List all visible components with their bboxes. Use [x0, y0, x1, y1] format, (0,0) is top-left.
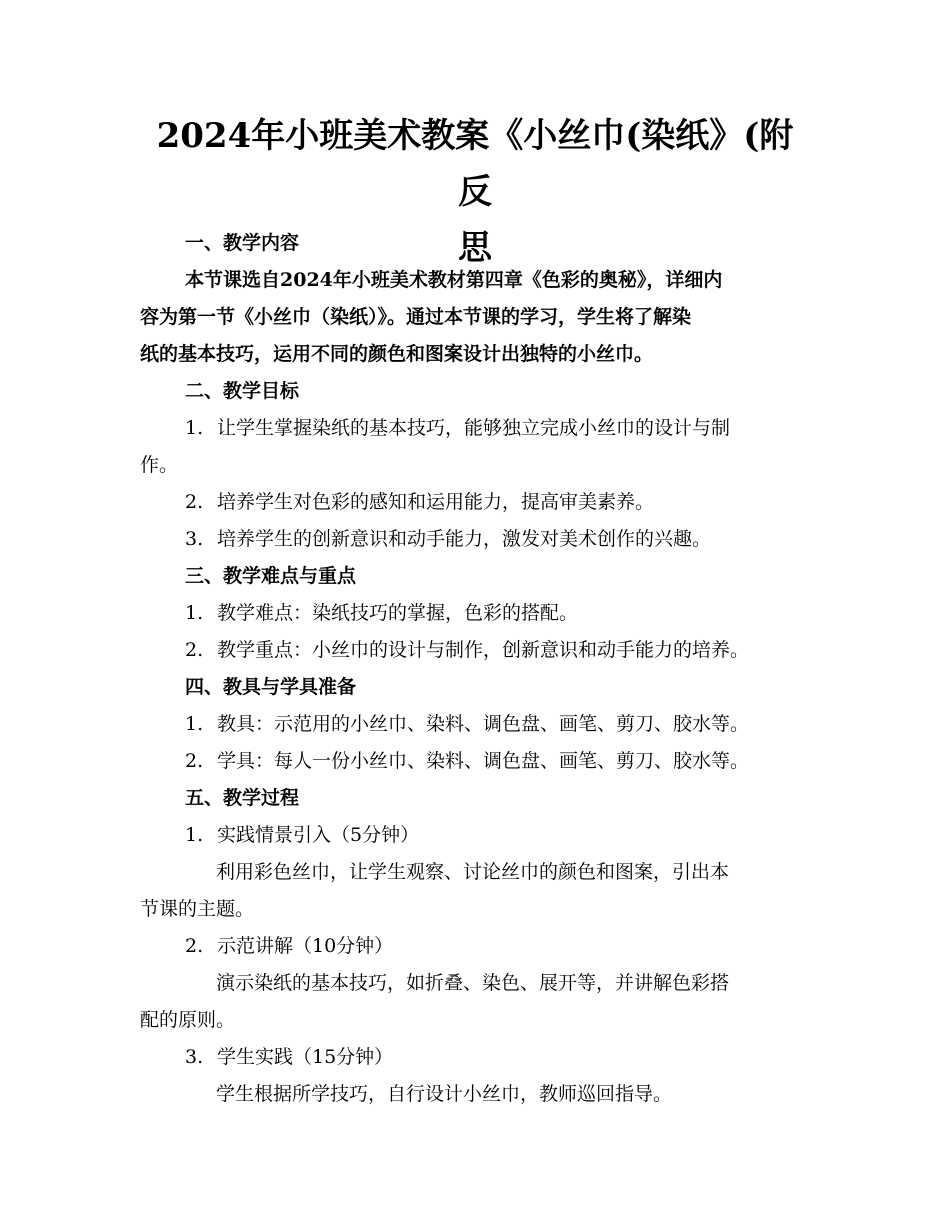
list-number: 1.: [185, 417, 204, 439]
list-item: [185, 711, 810, 737]
paragraph-line: 节课的主题。: [140, 898, 255, 920]
list-text: 培养学生对色彩的感知和运用能力，提高审美素养。: [217, 491, 655, 513]
list-text: 学具：每人一份小丝巾、染料、调色盘、画笔、剪刀、胶水等。: [217, 750, 750, 772]
list-item: [185, 748, 810, 774]
list-number: 1.: [185, 713, 204, 735]
list-item: [185, 637, 810, 663]
list-text: 让学生掌握染纸的基本技巧，能够独立完成小丝巾的设计与制: [217, 417, 731, 439]
paragraph-line: 本节课选自2024年小班美术教材第四章《色彩的奥秘》，详细内: [185, 269, 723, 291]
title-line-2: 思: [458, 228, 492, 268]
list-item-continuation: 作。: [140, 454, 179, 476]
paragraph-line: 利用彩色丝巾，让学生观察、讨论丝巾的颜色和图案，引出本: [216, 861, 730, 883]
list-item: [185, 1044, 810, 1070]
list-text: 培养学生的创新意识和动手能力，激发对美术创作的兴趣。: [217, 528, 712, 550]
list-number: 2.: [185, 639, 204, 661]
title-line-1: 2024年小班美术教案《小丝巾(染纸》(附反: [156, 116, 794, 212]
section-heading-materials: 四、教具与学具准备: [185, 676, 357, 698]
paragraph-line: 学生根据所学技巧，自行设计小丝巾，教师巡回指导。: [216, 1083, 673, 1105]
list-text: 教具：示范用的小丝巾、染料、调色盘、画笔、剪刀、胶水等。: [217, 713, 750, 735]
list-number: 1.: [185, 824, 204, 846]
paragraph-line: 容为第一节《小丝巾（染纸）》。通过本节课的学习，学生将了解染: [140, 306, 692, 328]
list-number: 3.: [185, 1046, 204, 1068]
list-item: [185, 415, 810, 441]
list-item: [185, 600, 810, 626]
section-heading-content: 一、教学内容: [185, 232, 300, 254]
list-number: 2.: [185, 491, 204, 513]
paragraph-line: 配的原则。: [140, 1009, 236, 1031]
list-number: 2.: [185, 750, 204, 772]
list-text: 教学难点：染纸技巧的掌握，色彩的搭配。: [217, 602, 579, 624]
list-number: 1.: [185, 602, 204, 624]
list-text: 学生实践（15分钟）: [217, 1046, 394, 1068]
list-number: 3.: [185, 528, 204, 550]
section-heading-key-points: 三、教学难点与重点: [185, 565, 357, 587]
list-number: 2.: [185, 935, 204, 957]
list-text: 实践情景引入（5分钟）: [217, 824, 420, 846]
list-item: [185, 526, 810, 552]
list-item: [185, 822, 810, 848]
list-item: [185, 933, 810, 959]
list-text: 教学重点：小丝巾的设计与制作，创新意识和动手能力的培养。: [217, 639, 750, 661]
list-text: 示范讲解（10分钟）: [217, 935, 394, 957]
paragraph-line: 纸的基本技巧，运用不同的颜色和图案设计出独特的小丝巾。: [140, 343, 654, 365]
section-heading-objectives: 二、教学目标: [185, 380, 300, 402]
section-heading-process: 五、教学过程: [185, 787, 300, 809]
list-item: [185, 489, 810, 515]
paragraph-line: 演示染纸的基本技巧，如折叠、染色、展开等，并讲解色彩搭: [216, 972, 730, 994]
